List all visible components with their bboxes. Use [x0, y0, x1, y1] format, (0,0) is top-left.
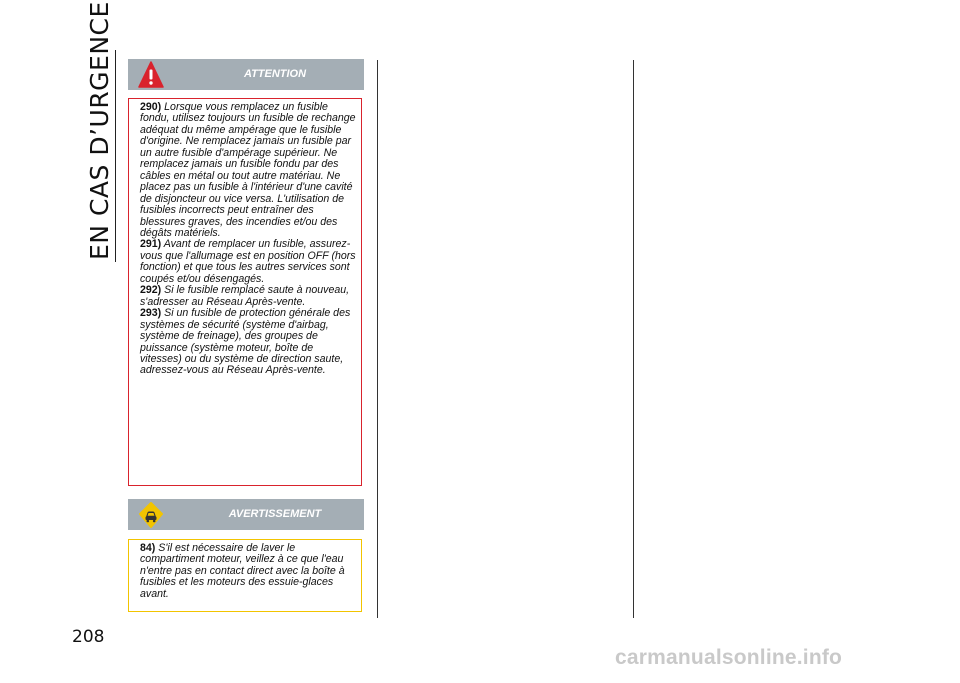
attention-body: [128, 98, 362, 486]
item-number: 84): [140, 542, 156, 554]
page-number: 208: [72, 627, 105, 647]
warning-header: [128, 499, 364, 530]
chapter-rule: [115, 50, 116, 262]
item-number: 292): [140, 284, 162, 297]
column-divider-1: [377, 60, 378, 618]
watermark: carmanualsonline.info: [615, 646, 843, 669]
warning-triangle-icon: [138, 61, 164, 89]
item-text: Avant de remplacer un fusible, assurez-vous que l'allumage est en position OFF (hors fonction) et que tous les autres services sont coupés et/ou désengagés.: [140, 238, 356, 285]
item-number: 290): [140, 101, 162, 113]
item-text: S'il est nécessaire de laver le compartiment moteur, veillez à ce que l'eau n'entre pas en contact direct avec la boîte à fusibles et les moteurs des essuie-glaces avant.: [140, 542, 345, 600]
attention-item: [140, 102, 357, 239]
attention-item: [140, 239, 357, 285]
attention-title: ATTENTION: [243, 68, 307, 80]
warning-body: [128, 539, 362, 612]
attention-item: [140, 308, 357, 377]
chapter-title: EN CAS D’URGENCE: [85, 1, 114, 260]
item-number: 293): [140, 307, 162, 320]
item-text: Si le fusible remplacé saute à nouveau, s'adresser au Réseau Après-vente.: [140, 284, 350, 308]
attention-header: [128, 59, 364, 90]
attention-item: [140, 285, 357, 308]
item-text: Si un fusible de protection générale des systèmes de sécurité (système d'airbag, système de freinage), des groupes de puissance (système moteur, boîte de vitesses) ou du système de direction saute, adressez-vous au Réseau Après-vente.: [140, 307, 351, 377]
warning-title: AVERTISSEMENT: [228, 508, 322, 520]
column-divider-2: [633, 60, 634, 618]
item-text: Lorsque vous remplacez un fusible fondu, utilisez toujours un fusible de rechange adéquat du même ampérage que le fusible d'origine. Ne remplacez jamais un fusible par un autre fusible d'ampérage supérieur. Ne remplacez jamais un fusible fondu par des câbles en métal ou tout autre matériau. Ne placez pas un fusible à l'intérieur d'une cavité de disjoncteur ou vice versa. L'utilisation de fusibles incorrects peut entraîner des blessures graves, des incendies et/ou des dégâts matériels.: [140, 101, 356, 239]
warning-item: [140, 543, 357, 600]
car-warning-icon: [138, 501, 164, 529]
item-number: 291): [140, 238, 162, 251]
